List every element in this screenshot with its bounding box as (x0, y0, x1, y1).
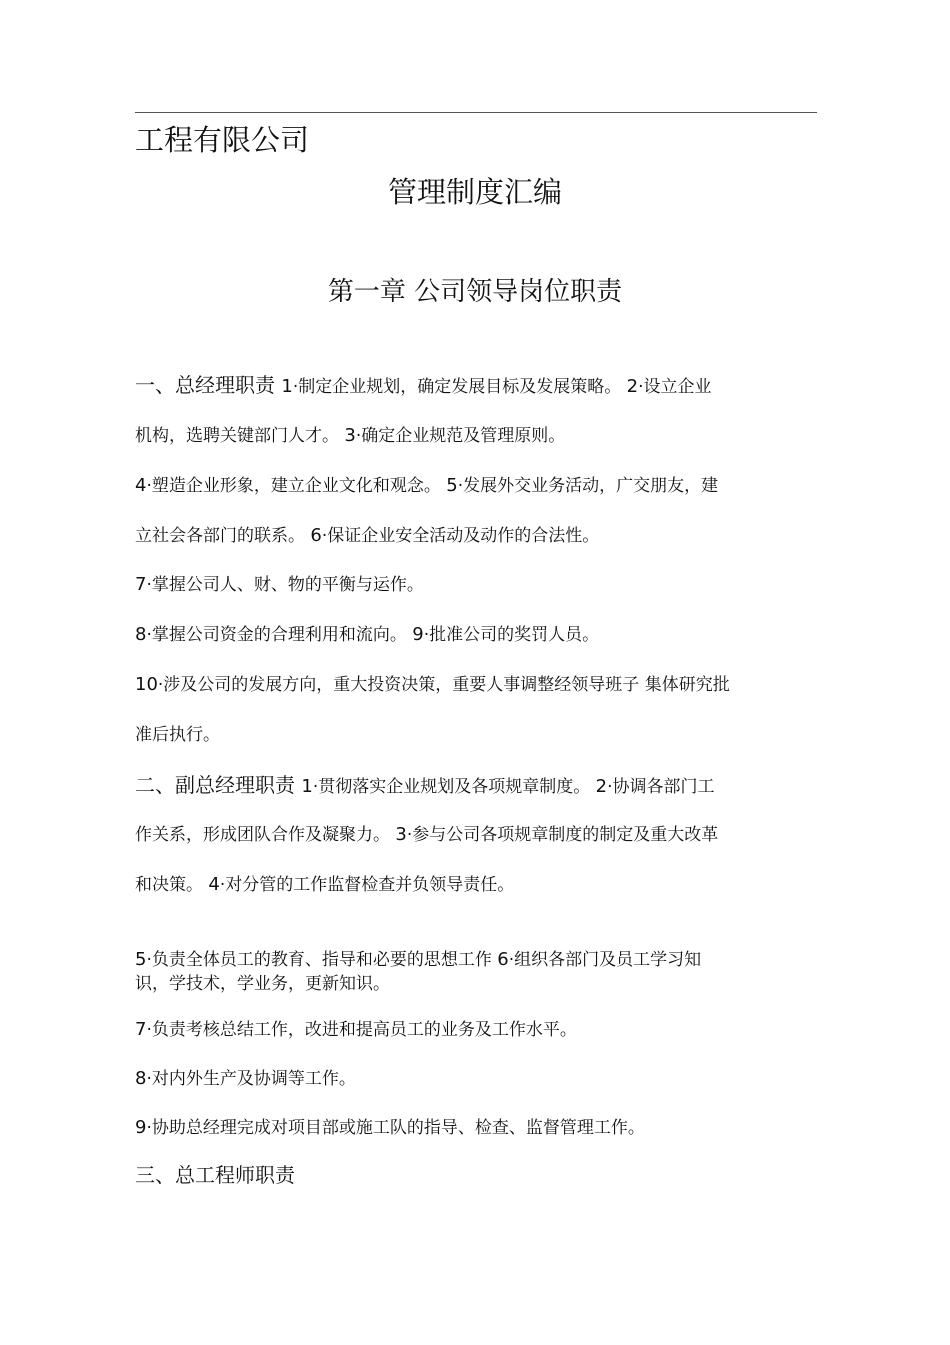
item-text: ·协助总经理完成对项目部或施工队的指导、检查、监督管理工作。 (146, 1118, 645, 1138)
item-number: 9 (412, 624, 424, 645)
item-number: 10 (135, 674, 158, 695)
item-number: 5 (446, 475, 458, 496)
item-number: 6 (310, 525, 322, 546)
section-heading-line (135, 373, 711, 399)
item-text: ·负责全体员工的教育、指导和必要的思想工作 (146, 950, 498, 970)
item-text: ·贯彻落实企业规划及各项规章制度。 (312, 777, 596, 797)
body-line (135, 673, 730, 697)
item-text: ·协调各部门工 (607, 777, 715, 797)
item-number: 7 (135, 1019, 147, 1040)
item-text: ·参与公司各项规章制度的制定及重大改革 (406, 825, 719, 845)
chapter-heading: 第一章 公司领导岗位职责 (327, 277, 623, 307)
company-name: 工程有限公司 (135, 123, 310, 157)
document-title: 管理制度汇编 (387, 175, 562, 209)
body-line (135, 524, 599, 548)
body-line (135, 723, 220, 747)
header-rule (135, 112, 817, 113)
section-heading: 三、总工程师职责 (135, 1163, 295, 1187)
item-number: 8 (135, 1068, 147, 1089)
item-text: 识，学技术，学业务，更新知识。 (135, 974, 390, 994)
item-text: 机构，选聘关键部门人才。 (135, 426, 345, 446)
body-line (135, 573, 424, 597)
body-line (135, 474, 718, 498)
item-text: ·掌握公司资金的合理利用和流向。 (146, 625, 413, 645)
section-heading-line (135, 1163, 295, 1189)
item-text: ·对内外生产及协调等工作。 (146, 1069, 356, 1089)
body-line (135, 1116, 645, 1140)
item-number: 1 (301, 776, 313, 797)
item-number: 5 (135, 949, 147, 970)
item-number: 3 (395, 824, 407, 845)
item-number: 6 (497, 949, 509, 970)
section-heading-line (135, 773, 714, 799)
item-text: ·确定企业规范及管理原则。 (355, 426, 566, 446)
item-text: 和决策。 (135, 875, 209, 895)
item-text: ·制定企业规划，确定发展目标及发展策略。 (292, 377, 627, 397)
section-heading: 二、副总经理职责 (135, 773, 302, 797)
body-line (135, 972, 390, 996)
item-number: 3 (344, 425, 356, 446)
body-line (135, 623, 599, 647)
item-text: ·对分管的工作监督检查并负领导责任。 (219, 875, 515, 895)
section-heading: 一、总经理职责 (135, 373, 282, 397)
body-line (135, 823, 718, 847)
body-line (135, 873, 514, 897)
item-number: 9 (135, 1117, 147, 1138)
item-text: ·设立企业 (638, 377, 712, 397)
item-number: 4 (135, 475, 147, 496)
body-line (135, 1067, 356, 1091)
body-line (135, 424, 565, 448)
item-text: 准后执行。 (135, 725, 220, 745)
item-text: ·批准公司的奖罚人员。 (423, 625, 600, 645)
item-text: ·塑造企业形象，建立企业文化和观念。 (146, 476, 447, 496)
item-text: ·发展外交业务活动，广交朋友，建 (457, 476, 719, 496)
item-text: ·保证企业安全活动及动作的合法性。 (321, 526, 600, 546)
item-text: ·组织各部门及员工学习知 (508, 950, 702, 970)
item-number: 2 (595, 776, 608, 797)
item-number: 8 (135, 624, 147, 645)
item-number: 4 (208, 874, 220, 895)
item-text: ·涉及公司的发展方向，重大投资决策，重要人事调整经领导班子 集体研究批 (157, 675, 730, 695)
item-text: ·掌握公司人、财、物的平衡与运作。 (146, 575, 424, 595)
item-number: 2 (626, 376, 639, 397)
body-line (135, 1018, 577, 1042)
item-number: 1 (281, 376, 293, 397)
item-text: ·负责考核总结工作，改进和提高员工的业务及工作水平。 (146, 1020, 577, 1040)
item-text: 立社会各部门的联系。 (135, 526, 311, 546)
item-text: 作关系，形成团队合作及凝聚力。 (135, 825, 396, 845)
item-number: 7 (135, 574, 147, 595)
body-line (135, 948, 701, 972)
